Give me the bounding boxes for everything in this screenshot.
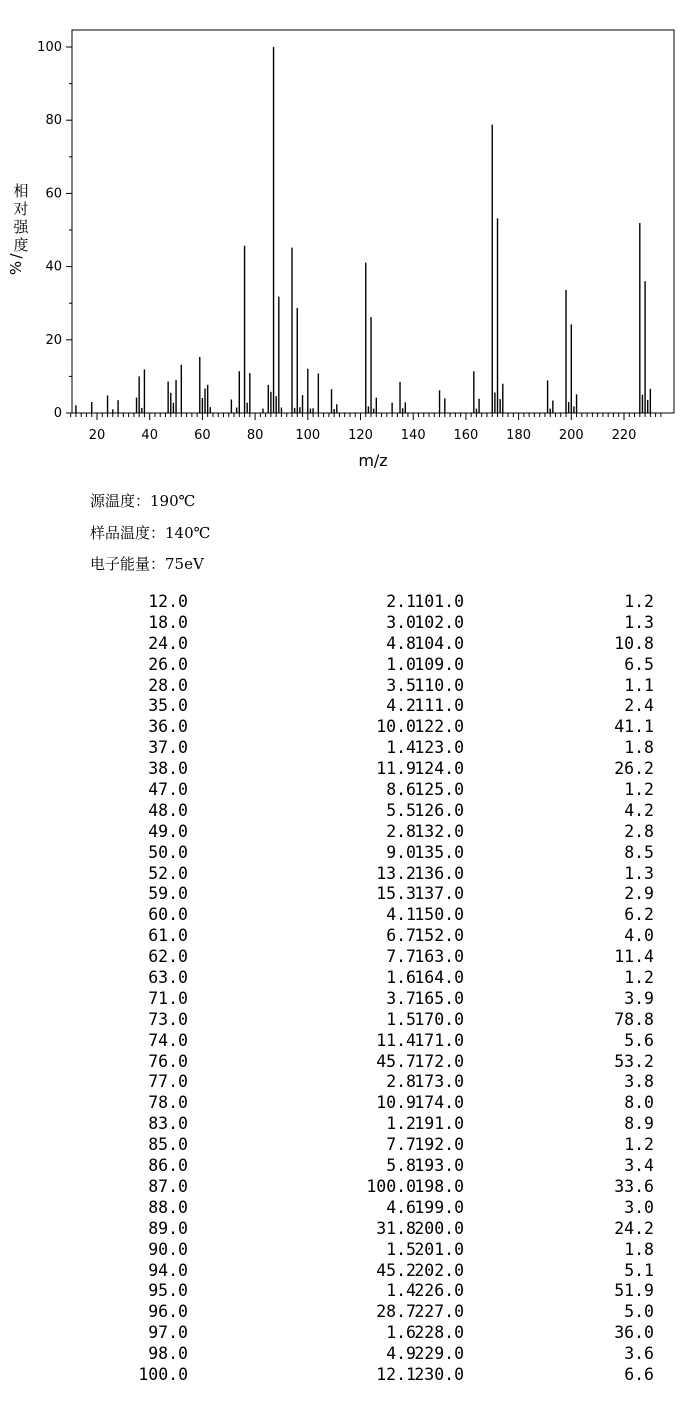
- abundance-value: 53.2: [614, 1051, 654, 1071]
- mz-value: 89.0: [148, 1218, 188, 1238]
- mz-value: 193.0: [414, 1156, 464, 1176]
- sample-temperature: 样品温度：140℃: [90, 523, 211, 542]
- abundance-value: 2.1: [386, 592, 416, 611]
- mz-value: 152.0: [414, 926, 464, 946]
- abundance-value: 28.7: [376, 1302, 416, 1322]
- y-tick-label: 60: [45, 186, 62, 202]
- source-temperature: 源温度：190℃: [90, 492, 196, 510]
- abundance-value: 100.0: [366, 1176, 416, 1196]
- mz-value: 94.0: [148, 1260, 188, 1280]
- x-tick-label: 100: [295, 428, 321, 443]
- mz-value: 229.0: [414, 1344, 464, 1364]
- mz-value: 36.0: [148, 717, 188, 737]
- y-tick-label: 40: [45, 259, 62, 275]
- mz-value: 35.0: [148, 696, 188, 716]
- abundance-value: 2.9: [624, 884, 654, 904]
- x-axis: [71, 413, 661, 443]
- abundance-value: 6.7: [386, 926, 416, 946]
- abundance-value: 36.0: [614, 1323, 654, 1343]
- mz-value: 172.0: [414, 1051, 464, 1071]
- mz-value: 38.0: [148, 759, 188, 779]
- y-axis-label-char: /: [7, 253, 25, 259]
- mz-value: 77.0: [148, 1072, 188, 1092]
- mz-value: 201.0: [414, 1239, 464, 1259]
- abundance-value: 45.7: [376, 1051, 416, 1071]
- abundance-value: 3.6: [624, 1344, 654, 1364]
- abundance-value: 6.5: [624, 654, 654, 674]
- abundance-value: 8.6: [386, 780, 416, 800]
- mz-value: 192.0: [414, 1135, 464, 1155]
- mz-value: 28.0: [148, 675, 188, 695]
- mz-value: 165.0: [414, 988, 464, 1008]
- mz-value: 170.0: [414, 1009, 464, 1029]
- abundance-value: 1.2: [624, 968, 654, 988]
- abundance-value: 1.6: [386, 1323, 416, 1343]
- abundance-value: 4.6: [386, 1197, 416, 1217]
- mz-value: 18.0: [148, 612, 188, 632]
- mz-value: 109.0: [414, 654, 464, 674]
- mz-value: 86.0: [148, 1156, 188, 1176]
- y-axis-label-char: 相: [13, 182, 29, 200]
- abundance-value: 13.2: [376, 863, 416, 883]
- abundance-value: 8.0: [624, 1093, 654, 1113]
- mz-value: 135.0: [414, 842, 464, 862]
- abundance-value: 15.3: [376, 884, 416, 904]
- abundance-value: 10.8: [614, 633, 654, 653]
- mz-value: 174.0: [414, 1093, 464, 1113]
- mz-value: 76.0: [148, 1051, 188, 1071]
- abundance-value: 4.2: [624, 800, 654, 820]
- mz-value: 48.0: [148, 800, 188, 820]
- mz-value: 198.0: [414, 1176, 464, 1196]
- y-tick-label: 20: [45, 332, 62, 348]
- mz-value: 101.0: [414, 592, 464, 611]
- mz-value: 123.0: [414, 738, 464, 758]
- abundance-value: 1.3: [624, 863, 654, 883]
- abundance-value: 1.2: [386, 1114, 416, 1134]
- mz-value: 102.0: [414, 612, 464, 632]
- x-tick-label: 40: [141, 428, 158, 443]
- x-tick-label: 20: [88, 428, 106, 443]
- abundance-value: 1.8: [624, 738, 654, 758]
- abundance-value: 1.3: [624, 612, 654, 632]
- mz-value: 73.0: [148, 1009, 188, 1029]
- x-tick-label: 160: [453, 428, 479, 443]
- mz-value: 163.0: [414, 947, 464, 967]
- mz-value: 52.0: [148, 863, 188, 883]
- mz-value: 50.0: [148, 842, 188, 862]
- mz-value: 62.0: [148, 947, 188, 967]
- acquisition-conditions: [90, 486, 210, 581]
- mz-value: 132.0: [414, 821, 464, 841]
- abundance-value: 11.4: [376, 1030, 416, 1050]
- abundance-value: 26.2: [614, 759, 654, 779]
- abundance-value: 8.9: [624, 1114, 654, 1134]
- abundance-value: 9.0: [386, 842, 416, 862]
- abundance-value: 5.8: [386, 1156, 416, 1176]
- y-tick-label: 100: [37, 40, 62, 55]
- mz-value: 125.0: [414, 780, 464, 800]
- abundance-value: 2.8: [386, 821, 416, 841]
- abundance-value: 1.0: [386, 654, 416, 674]
- y-axis-label-char: 强: [13, 218, 29, 236]
- x-tick-label: 80: [246, 428, 264, 443]
- mz-value: 230.0: [414, 1364, 464, 1384]
- abundance-value: 24.2: [614, 1218, 654, 1238]
- abundance-value: 33.6: [614, 1176, 654, 1196]
- mz-value: 90.0: [148, 1239, 188, 1259]
- abundance-value: 31.8: [376, 1218, 416, 1238]
- abundance-value: 1.2: [624, 1135, 654, 1155]
- abundance-value: 3.7: [386, 988, 416, 1008]
- mz-value: 26.0: [148, 654, 188, 674]
- mz-value: 47.0: [148, 780, 188, 800]
- abundance-value: 4.0: [624, 926, 654, 946]
- mz-value: 98.0: [148, 1344, 188, 1364]
- mz-value: 85.0: [148, 1135, 188, 1155]
- mz-value: 200.0: [414, 1218, 464, 1238]
- abundance-value: 1.1: [624, 675, 654, 695]
- abundance-value: 1.8: [624, 1239, 654, 1259]
- abundance-value: 4.9: [386, 1344, 416, 1364]
- mz-value: 78.0: [148, 1093, 188, 1113]
- abundance-value: 1.4: [386, 738, 416, 758]
- mz-value: 110.0: [414, 675, 464, 695]
- x-tick-label: 140: [400, 428, 426, 443]
- mz-value: 49.0: [148, 821, 188, 841]
- y-axis-label-char: %: [7, 260, 25, 276]
- abundance-value: 5.6: [624, 1030, 654, 1050]
- abundance-value: 45.2: [376, 1260, 416, 1280]
- abundance-value: 4.8: [386, 633, 416, 653]
- mz-value: 59.0: [148, 884, 188, 904]
- abundance-value: 2.4: [624, 696, 654, 716]
- abundance-value: 6.6: [624, 1364, 654, 1384]
- mz-value: 87.0: [148, 1176, 188, 1196]
- mz-value: 137.0: [414, 884, 464, 904]
- x-tick-label: 220: [611, 428, 637, 443]
- mz-value: 97.0: [148, 1323, 188, 1343]
- mz-value: 150.0: [414, 905, 464, 925]
- mz-value: 71.0: [148, 988, 188, 1008]
- mz-value: 227.0: [414, 1302, 464, 1322]
- abundance-value: 4.1: [386, 905, 416, 925]
- mz-value: 88.0: [148, 1197, 188, 1217]
- abundance-value: 5.0: [624, 1302, 654, 1322]
- abundance-value: 1.5: [386, 1009, 416, 1029]
- abundance-value: 12.1: [376, 1364, 416, 1384]
- y-axis-label: [7, 182, 29, 275]
- y-axis-label-char: 对: [13, 200, 29, 218]
- mz-value: 124.0: [414, 759, 464, 779]
- abundance-value: 1.4: [386, 1281, 416, 1301]
- mz-value: 24.0: [148, 633, 188, 653]
- abundance-value: 1.2: [624, 780, 654, 800]
- abundance-value: 51.9: [614, 1281, 654, 1301]
- abundance-value: 2.8: [624, 821, 654, 841]
- abundance-value: 5.5: [386, 800, 416, 820]
- abundance-value: 3.8: [624, 1072, 654, 1092]
- abundance-value: 5.1: [624, 1260, 654, 1280]
- mz-value: 171.0: [414, 1030, 464, 1050]
- mz-value: 126.0: [414, 800, 464, 820]
- abundance-value: 11.9: [376, 759, 416, 779]
- mz-value: 164.0: [414, 968, 464, 988]
- abundance-value: 3.0: [624, 1197, 654, 1217]
- abundance-value: 1.6: [386, 968, 416, 988]
- abundance-value: 3.0: [386, 612, 416, 632]
- abundance-value: 6.2: [624, 905, 654, 925]
- mz-value: 12.0: [148, 592, 188, 611]
- abundance-value: 78.8: [614, 1009, 654, 1029]
- peak-bars: [76, 47, 650, 413]
- abundance-value: 3.5: [386, 675, 416, 695]
- mz-value: 95.0: [148, 1281, 188, 1301]
- y-tick-label: 80: [45, 113, 62, 129]
- abundance-value: 4.2: [386, 696, 416, 716]
- mz-value: 199.0: [414, 1197, 464, 1217]
- y-axis: [37, 40, 72, 421]
- abundance-value: 10.9: [376, 1093, 416, 1113]
- abundance-value: 7.7: [386, 947, 416, 967]
- mz-value: 136.0: [414, 863, 464, 883]
- abundance-value: 1.2: [624, 592, 654, 611]
- mz-value: 173.0: [414, 1072, 464, 1092]
- mass-spectrum-chart: [0, 0, 696, 480]
- x-axis-label: m/z: [358, 451, 388, 470]
- x-tick-label: 120: [348, 428, 373, 443]
- abundance-value: 2.8: [386, 1072, 416, 1092]
- y-axis-label-char: 度: [13, 236, 29, 254]
- abundance-value: 1.5: [386, 1239, 416, 1259]
- mz-value: 202.0: [414, 1260, 464, 1280]
- abundance-value: 8.5: [624, 842, 654, 862]
- x-tick-label: 180: [506, 428, 532, 443]
- mz-value: 37.0: [148, 738, 188, 758]
- abundance-value: 11.4: [614, 947, 654, 967]
- mz-value: 226.0: [414, 1281, 464, 1301]
- mz-value: 100.0: [138, 1364, 188, 1384]
- y-tick-label: 0: [53, 406, 62, 421]
- electron-energy: 电子能量：75eV: [90, 555, 204, 573]
- mz-value: 111.0: [414, 696, 464, 716]
- mz-value: 61.0: [148, 926, 188, 946]
- mz-value: 96.0: [148, 1302, 188, 1322]
- mz-value: 60.0: [148, 905, 188, 925]
- mz-value: 122.0: [414, 717, 464, 737]
- mz-value: 83.0: [148, 1114, 188, 1134]
- abundance-value: 41.1: [614, 717, 654, 737]
- x-tick-label: 200: [558, 428, 584, 443]
- mz-value: 228.0: [414, 1323, 464, 1343]
- abundance-value: 10.0: [376, 717, 416, 737]
- abundance-value: 3.9: [624, 988, 654, 1008]
- plot-frame: [72, 30, 674, 413]
- mz-value: 191.0: [414, 1114, 464, 1134]
- mz-value: 74.0: [148, 1030, 188, 1050]
- x-tick-label: 60: [194, 428, 211, 443]
- abundance-value: 7.7: [386, 1135, 416, 1155]
- mz-value: 63.0: [148, 968, 188, 988]
- mz-value: 104.0: [414, 633, 464, 653]
- abundance-value: 3.4: [624, 1156, 654, 1176]
